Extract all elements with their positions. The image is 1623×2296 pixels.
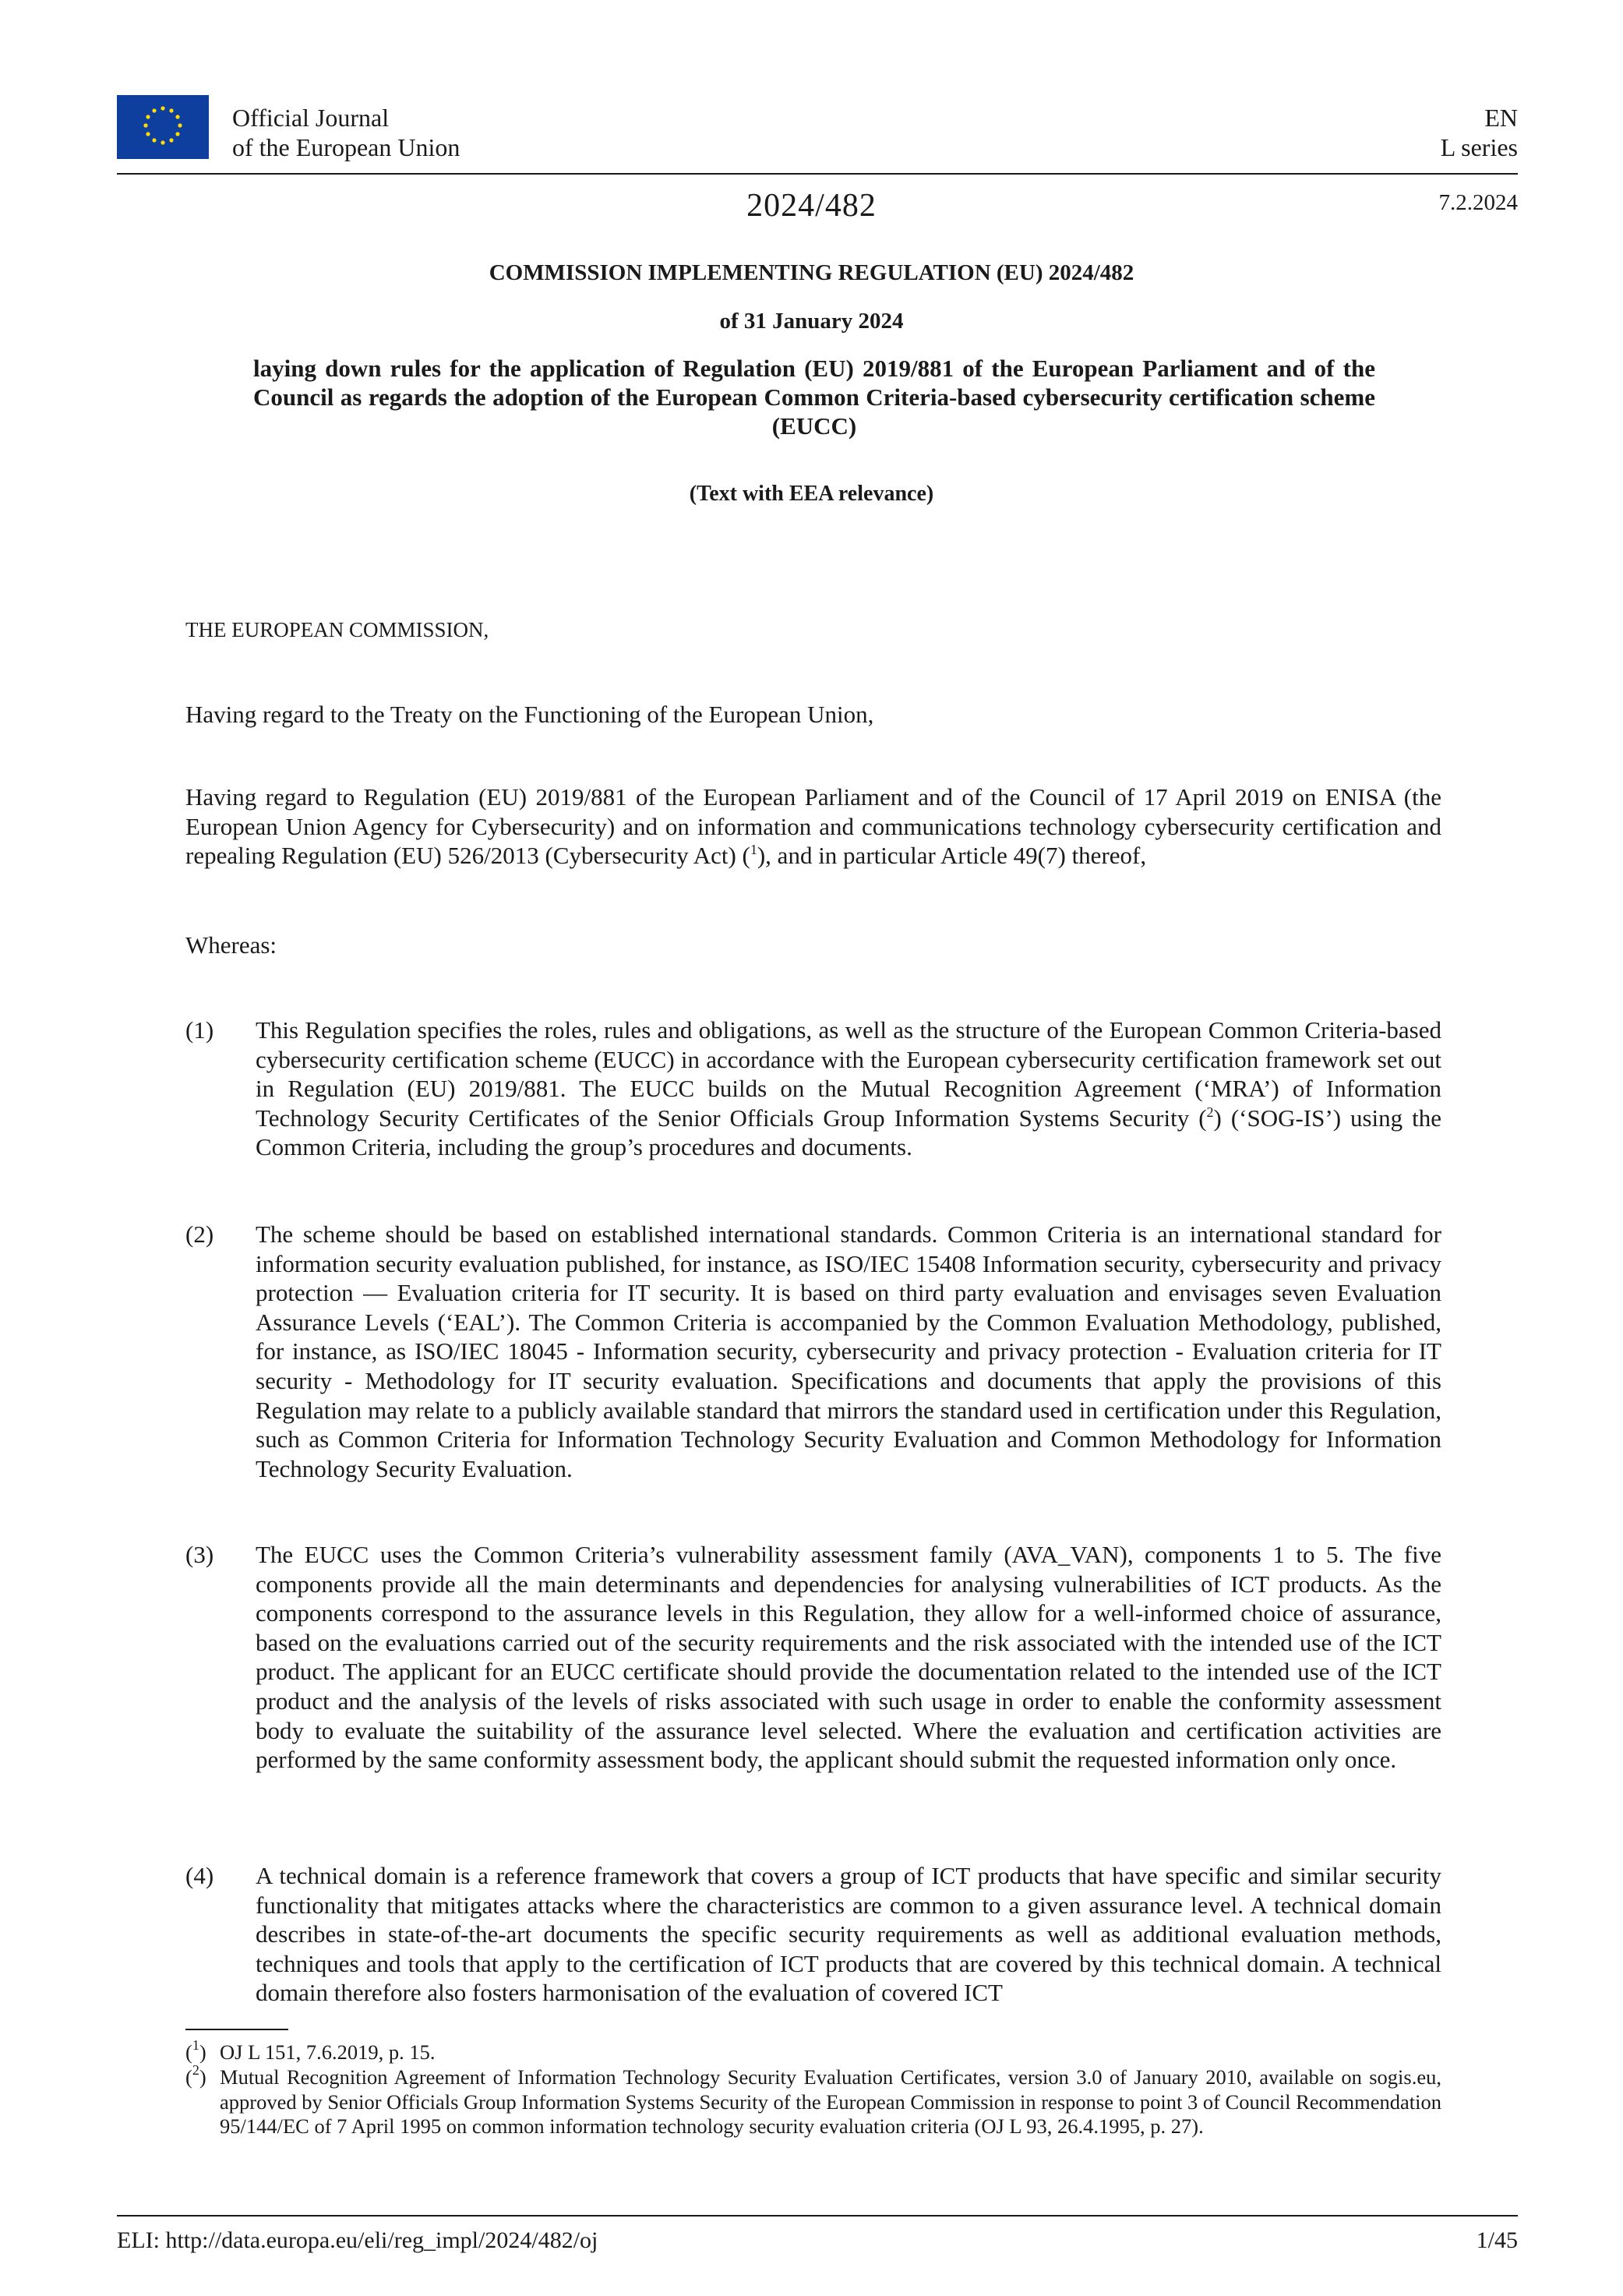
footer-rule: [117, 2215, 1518, 2217]
regulation-citation: [185, 782, 1441, 871]
publication-date: 7.2.2024: [1438, 190, 1518, 215]
eli-link[interactable]: ELI: http://data.europa.eu/eli/reg_impl/2024/482/oj: [117, 2227, 598, 2253]
regulation-subject: laying down rules for the application of Regulation (EU) 2019/881 of the European Parliament and of the Council as regards the adoption of the European Common Criteria-based cybersecurity certification scheme (EUCC): [253, 355, 1375, 440]
recital-text: [256, 1016, 1441, 1162]
recital-1: [185, 1016, 1441, 1162]
recital-text: The scheme should be based on established international standards. Common Criteria is an international standard for information security evaluation published, for instance, as ISO/IEC 15408 Information security, cybersecurity and privacy protection — Evaluation criteria for IT security. It is based on third party evaluation and envisages seven Evaluation Assurance Levels (‘EAL’). The Common Criteria is accompanied by the Common Evaluation Methodology, published, for instance, as ISO/IEC 18045 - Information security, cybersecurity and privacy protection - Evaluation criteria for IT security - Methodology for IT security evaluation. Specifications and documents that apply the provisions of this Regulation may relate to a publicly available standard that mirrors the standard used in certification under this Regulation, such as Common Criteria for Information Technology Security Evaluation and Common Methodology for Information Technology Security Evaluation.: [256, 1220, 1441, 1482]
regulation-date: of 31 January 2024: [719, 309, 904, 334]
footnote-number: 2: [192, 2062, 199, 2078]
footnote-text: OJ L 151, 7.6.2019, p. 15.: [220, 2040, 436, 2064]
journal-title: [232, 103, 460, 162]
page-number: 1/45: [1476, 2227, 1518, 2253]
journal-line-2: of the European Union: [232, 133, 460, 161]
recital-text: The EUCC uses the Common Criteria’s vulnerability assessment family (AVA_VAN), components 1 to 5. The five components provide all the main determinants and dependencies for analysing vulnerabilities of ICT products. As the components correspond to the assurance levels in this Regulation, they allow for a well-informed choice of assurance, based on the evaluations carried out of the security requirements and the risk associated with the intended use of the ICT product. The applicant for an EUCC certificate should provide the documentation related to the intended use of the ICT product and the analysis of the levels of risks associated with such usage in order to enable the conformity assessment body to evaluate the suitability of the assurance level selected. Where the evaluation and certification activities are performed by the same conformity assessment body, the applicant should submit the requested information only once.: [256, 1541, 1441, 1774]
header-rule: [117, 173, 1518, 175]
footnote-ref-1[interactable]: 1: [750, 842, 757, 857]
citation-text: Having regard to Regulation (EU) 2019/881 of the European Parliament and of the Council of 17 April 2019 on ENISA (the European Union Agency for Cybersecurity) and on information and communications technology cybersecurity certification and repealing Regulation (EU) 526/2013 (Cybersecurity Act) (: [185, 783, 1441, 869]
commission-heading: THE EUROPEAN COMMISSION,: [185, 618, 489, 641]
recital-text-part: This Regulation specifies the roles, rules and obligations, as well as the structure of the European Common Criteria-based cybersecurity certification scheme (EUCC) in accordance with the European cybersecurity certification framework set out in Regulation (EU) 2019/881. The EUCC builds on the Mutual Recognition Agreement (‘MRA’) of Information Technology Security Certificates of the Senior Officials Group Information Systems Security (: [256, 1016, 1441, 1132]
footnote-1: [185, 2037, 1441, 2065]
recital-number: (4): [185, 1862, 214, 1889]
eu-flag-icon: [117, 95, 209, 159]
recital-text-part: ) (‘SOG-IS’) using the Common Criteria, including the group’s procedures and documents.: [256, 1104, 1442, 1161]
recital-number: (3): [185, 1541, 214, 1568]
footnote-mark: ($^1$): [185, 2037, 206, 2064]
footnote-text: Mutual Recognition Agreement of Information Technology Security Evaluation Certificates, version 3.0 of January 2010, available on sogis.eu, approved by Senior Officials Group Information Systems Security of the European Commission in response to point 3 of Council Recommendation 95/144/EC of 7 April 1995 on common information technology security evaluation criteria (OJ L 93, 26.4.1995, p. 27).: [220, 2065, 1441, 2138]
language-series: [1441, 103, 1518, 162]
footnote-number: 1: [192, 2037, 199, 2053]
regulation-title: COMMISSION IMPLEMENTING REGULATION (EU) 2024/482: [489, 260, 1134, 285]
recital-text: A technical domain is a reference framework that covers a group of ICT products that have specific and similar security functionality that mitigates attacks where the characteristics are common to a given assurance level. A technical domain describes in state-of-the-art documents the specific security requirements as well as additional evaluation methods, techniques and tools that apply to the certification of ICT products that are covered by this technical domain. A technical domain therefore also fosters harmonisation of the evaluation of covered ICT: [256, 1862, 1441, 2007]
language-code: EN: [1484, 104, 1518, 132]
footnote-2: [185, 2062, 1441, 2139]
recital-2: [185, 1220, 1441, 1483]
recital-number: (2): [185, 1220, 214, 1248]
footnote-ref-2[interactable]: 2: [1206, 1104, 1214, 1120]
citation-tail: ), and in particular Article 49(7) thereof,: [757, 842, 1147, 869]
treaty-citation: Having regard to the Treaty on the Functioning of the European Union,: [185, 701, 874, 728]
recital-number: (1): [185, 1016, 214, 1044]
series-label: L series: [1440, 133, 1518, 161]
journal-line-1: Official Journal: [232, 104, 390, 132]
eea-relevance: (Text with EEA relevance): [689, 482, 934, 506]
document-number: 2024/482: [746, 188, 877, 224]
footnote-mark: ($^2$): [185, 2062, 206, 2089]
whereas-label: Whereas:: [185, 931, 277, 959]
recital-4: [185, 1861, 1441, 2008]
footnote-separator: [185, 2029, 288, 2030]
recital-3: [185, 1540, 1441, 1775]
